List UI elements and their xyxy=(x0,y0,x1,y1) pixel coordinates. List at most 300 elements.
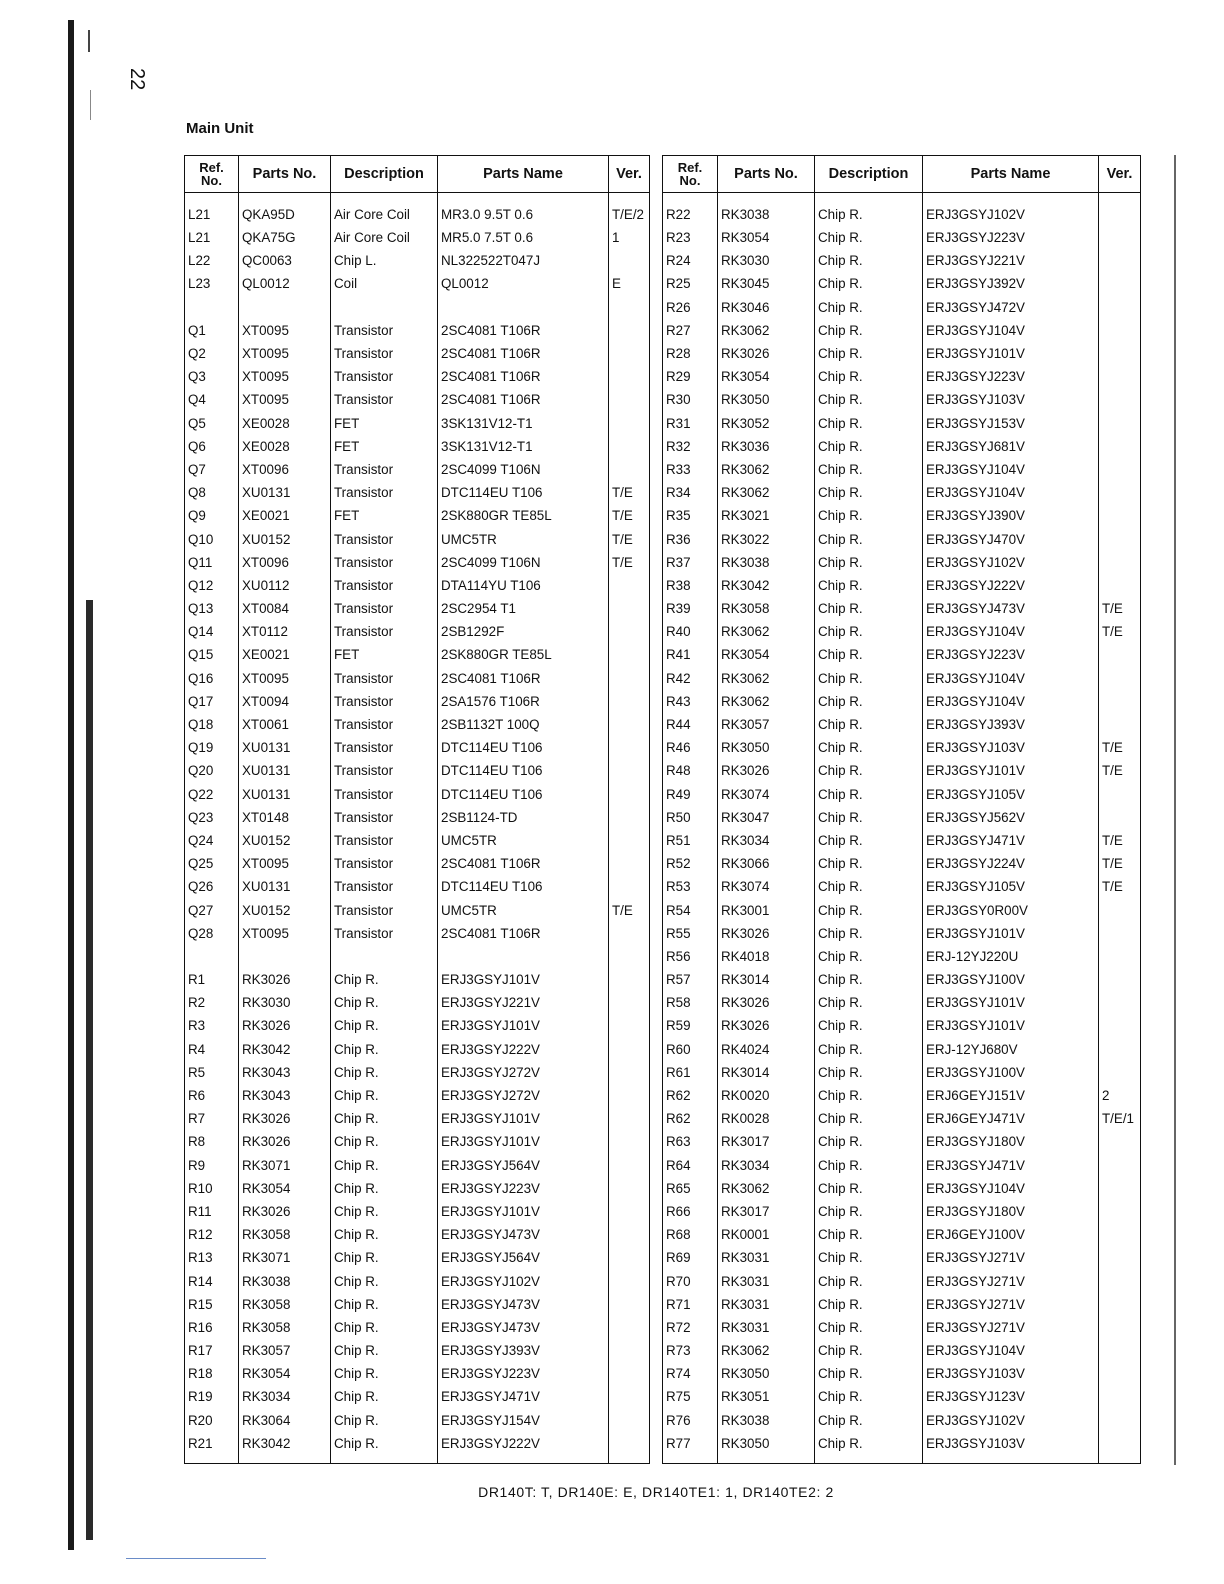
parts-no-cell: XT0095 xyxy=(239,319,331,342)
ver-cell xyxy=(609,690,650,713)
table-row xyxy=(185,1038,650,1061)
ref-no-cell: R13 xyxy=(185,1246,239,1269)
parts-no-cell: RK3058 xyxy=(239,1316,331,1339)
ver-cell xyxy=(609,991,650,1014)
parts-name-cell: ERJ3GSYJ101V xyxy=(923,760,1099,783)
ver-cell xyxy=(609,760,650,783)
table-row xyxy=(185,1084,650,1107)
ref-no-cell: R33 xyxy=(663,458,718,481)
ref-no-cell: L21 xyxy=(185,193,239,227)
ref-no-cell: R28 xyxy=(663,342,718,365)
parts-name-cell: DTC114EU T106 xyxy=(438,783,609,806)
ver-cell xyxy=(609,389,650,412)
ver-cell xyxy=(609,249,650,272)
ver-cell xyxy=(1099,226,1141,249)
parts-no-cell: RK3038 xyxy=(718,1409,815,1432)
parts-name-cell: 2SK880GR TE85L xyxy=(438,644,609,667)
table-row xyxy=(185,319,650,342)
description-cell: Chip R. xyxy=(815,968,923,991)
parts-no-cell: XU0131 xyxy=(239,736,331,759)
table-row xyxy=(185,736,650,759)
parts-no-cell: RK0020 xyxy=(718,1084,815,1107)
parts-no-cell: RK3030 xyxy=(239,991,331,1014)
ver-cell xyxy=(609,365,650,388)
table-row xyxy=(185,365,650,388)
ref-no-cell: R77 xyxy=(663,1432,718,1464)
ref-no-cell: Q3 xyxy=(185,365,239,388)
description-cell: Air Core Coil xyxy=(331,226,438,249)
ref-no-cell: L21 xyxy=(185,226,239,249)
description-cell: Chip R. xyxy=(331,1316,438,1339)
parts-name-cell: ERJ-12YJ680V xyxy=(923,1038,1099,1061)
table-row xyxy=(663,899,1141,922)
parts-name-cell: ERJ3GSYJ390V xyxy=(923,504,1099,527)
ref-no-cell: Q7 xyxy=(185,458,239,481)
ref-no-cell: R23 xyxy=(663,226,718,249)
parts-name-cell: ERJ3GSYJ271V xyxy=(923,1316,1099,1339)
table-row xyxy=(185,273,650,296)
table-row xyxy=(663,1061,1141,1084)
ver-cell: 1 xyxy=(609,226,650,249)
parts-no-cell: RK3058 xyxy=(239,1223,331,1246)
col-parts-name: Parts Name xyxy=(438,156,609,193)
parts-no-cell: XT0112 xyxy=(239,620,331,643)
parts-name-cell: MR5.0 7.5T 0.6 xyxy=(438,226,609,249)
parts-no-cell: XU0152 xyxy=(239,528,331,551)
parts-table-right xyxy=(662,155,1141,1464)
parts-name-cell: 3SK131V12-T1 xyxy=(438,435,609,458)
ver-cell xyxy=(1099,574,1141,597)
parts-no-cell: XU0152 xyxy=(239,829,331,852)
parts-no-cell: RK3026 xyxy=(718,991,815,1014)
col-parts-no: Parts No. xyxy=(239,156,331,193)
table-row xyxy=(663,1362,1141,1385)
version-legend: DR140T: T, DR140E: E, DR140TE1: 1, DR140TE2: 2 xyxy=(478,1484,834,1500)
ref-no-cell: R49 xyxy=(663,783,718,806)
description-cell: Transistor xyxy=(331,389,438,412)
description-cell: Chip R. xyxy=(815,922,923,945)
description-cell: Chip R. xyxy=(815,899,923,922)
parts-name-cell: ERJ3GSYJ104V xyxy=(923,458,1099,481)
parts-no-cell: QC0063 xyxy=(239,249,331,272)
ver-cell: T/E xyxy=(609,899,650,922)
table-row xyxy=(185,690,650,713)
table-row xyxy=(185,829,650,852)
table-row xyxy=(185,435,650,458)
parts-no-cell: RK3022 xyxy=(718,528,815,551)
ref-no-cell: R75 xyxy=(663,1386,718,1409)
description-cell: Chip R. xyxy=(815,945,923,968)
table-row xyxy=(185,226,650,249)
description-cell: Transistor xyxy=(331,760,438,783)
table-row xyxy=(663,226,1141,249)
ref-no-cell: R14 xyxy=(185,1270,239,1293)
ver-cell: T/E xyxy=(609,504,650,527)
table-row xyxy=(663,193,1141,227)
parts-name-cell: UMC5TR xyxy=(438,528,609,551)
col-parts-no: Parts No. xyxy=(718,156,815,193)
parts-no-cell: RK3054 xyxy=(239,1177,331,1200)
ref-no-cell: R46 xyxy=(663,736,718,759)
ref-no-cell: R18 xyxy=(185,1362,239,1385)
parts-no-cell: RK3054 xyxy=(718,644,815,667)
ver-cell xyxy=(1099,1177,1141,1200)
table-row xyxy=(663,1386,1141,1409)
description-cell: Transistor xyxy=(331,783,438,806)
ver-cell xyxy=(609,922,650,945)
parts-name-cell: ERJ3GSYJ103V xyxy=(923,736,1099,759)
parts-no-cell: RK3052 xyxy=(718,412,815,435)
ref-no-cell: R27 xyxy=(663,319,718,342)
ver-cell xyxy=(1099,922,1141,945)
parts-name-cell: ERJ3GSYJ271V xyxy=(923,1270,1099,1293)
description-cell: Chip R. xyxy=(815,342,923,365)
ref-no-cell: L22 xyxy=(185,249,239,272)
description-cell: Chip R. xyxy=(815,551,923,574)
description-cell: Chip R. xyxy=(331,1246,438,1269)
ref-no-cell: Q5 xyxy=(185,412,239,435)
parts-name-cell: ERJ3GSYJ562V xyxy=(923,806,1099,829)
description-cell: Chip R. xyxy=(331,1038,438,1061)
parts-no-cell: QKA75G xyxy=(239,226,331,249)
ver-cell xyxy=(609,1084,650,1107)
parts-name-cell: ERJ6GEYJ151V xyxy=(923,1084,1099,1107)
description-cell: Air Core Coil xyxy=(331,193,438,227)
table-row xyxy=(663,1432,1141,1464)
table-row xyxy=(185,991,650,1014)
parts-no-cell: RK3050 xyxy=(718,1362,815,1385)
description-cell: Chip R. xyxy=(815,1246,923,1269)
description-cell: Coil xyxy=(331,273,438,296)
ver-cell xyxy=(609,574,650,597)
description-cell: FET xyxy=(331,412,438,435)
ref-no-cell: R3 xyxy=(185,1015,239,1038)
ver-cell xyxy=(1099,1339,1141,1362)
scan-artifact-line xyxy=(126,1558,266,1559)
parts-name-cell: ERJ3GSYJ103V xyxy=(923,1362,1099,1385)
description-cell: Chip R. xyxy=(815,412,923,435)
parts-name-cell: ERJ3GSYJ104V xyxy=(923,1339,1099,1362)
parts-no-cell: QKA95D xyxy=(239,193,331,227)
table-row xyxy=(663,991,1141,1014)
parts-name-cell: ERJ3GSYJ105V xyxy=(923,783,1099,806)
ref-no-cell: Q17 xyxy=(185,690,239,713)
parts-no-cell: RK3062 xyxy=(718,458,815,481)
binding-edge-inner xyxy=(86,600,93,1540)
ver-cell xyxy=(609,1409,650,1432)
parts-name-cell: 2SC4081 T106R xyxy=(438,365,609,388)
parts-no-cell: RK3062 xyxy=(718,1339,815,1362)
parts-no-cell: RK3062 xyxy=(718,667,815,690)
description-cell: Chip R. xyxy=(815,226,923,249)
table-row xyxy=(663,1107,1141,1130)
description-cell: Chip R. xyxy=(815,249,923,272)
description-cell: Transistor xyxy=(331,365,438,388)
description-cell: Chip R. xyxy=(815,806,923,829)
ver-cell xyxy=(1099,273,1141,296)
description-cell: Chip R. xyxy=(815,1409,923,1432)
description-cell: Transistor xyxy=(331,319,438,342)
parts-no-cell: RK3050 xyxy=(718,736,815,759)
col-ver: Ver. xyxy=(1099,156,1141,193)
table-row xyxy=(185,342,650,365)
ref-no-cell: R62 xyxy=(663,1107,718,1130)
description-cell: Transistor xyxy=(331,574,438,597)
description-cell: Chip R. xyxy=(815,1432,923,1464)
description-cell: Chip R. xyxy=(815,1107,923,1130)
table-row xyxy=(663,1131,1141,1154)
parts-name-cell: ERJ3GSYJ102V xyxy=(923,1409,1099,1432)
ver-cell xyxy=(609,783,650,806)
parts-name-cell: ERJ-12YJ220U xyxy=(923,945,1099,968)
ver-cell xyxy=(1099,690,1141,713)
description-cell: Chip R. xyxy=(815,783,923,806)
description-cell: Chip R. xyxy=(815,504,923,527)
ver-cell xyxy=(609,1339,650,1362)
ref-no-cell: Q13 xyxy=(185,597,239,620)
table-row xyxy=(185,1293,650,1316)
parts-no-cell: RK0028 xyxy=(718,1107,815,1130)
ver-cell xyxy=(1099,1154,1141,1177)
parts-no-cell xyxy=(239,296,331,319)
description-cell: Chip R. xyxy=(815,1293,923,1316)
table-row xyxy=(185,1362,650,1385)
table-row xyxy=(185,968,650,991)
ver-cell xyxy=(1099,1409,1141,1432)
parts-no-cell: RK3071 xyxy=(239,1154,331,1177)
parts-no-cell: RK0001 xyxy=(718,1223,815,1246)
ver-cell xyxy=(609,1316,650,1339)
parts-no-cell: RK4024 xyxy=(718,1038,815,1061)
parts-name-cell: UMC5TR xyxy=(438,829,609,852)
description-cell: FET xyxy=(331,435,438,458)
ver-cell xyxy=(1099,528,1141,551)
parts-name-cell: 2SB1132T 100Q xyxy=(438,713,609,736)
ver-cell xyxy=(1099,365,1141,388)
ref-no-cell: R7 xyxy=(185,1107,239,1130)
parts-name-cell: ERJ3GSYJ104V xyxy=(923,319,1099,342)
parts-no-cell: XT0095 xyxy=(239,852,331,875)
ref-no-cell: R55 xyxy=(663,922,718,945)
ver-cell xyxy=(609,296,650,319)
description-cell: Transistor xyxy=(331,875,438,898)
ver-cell xyxy=(609,736,650,759)
description-cell: Chip R. xyxy=(815,1038,923,1061)
parts-no-cell: XU0152 xyxy=(239,899,331,922)
table-row xyxy=(663,249,1141,272)
ref-no-cell: R43 xyxy=(663,690,718,713)
ref-no-cell: Q8 xyxy=(185,481,239,504)
description-cell: Transistor xyxy=(331,597,438,620)
parts-name-cell: 2SK880GR TE85L xyxy=(438,504,609,527)
description-cell: Transistor xyxy=(331,736,438,759)
table-row xyxy=(663,504,1141,527)
description-cell: Chip R. xyxy=(331,1223,438,1246)
ref-no-cell: R74 xyxy=(663,1362,718,1385)
parts-no-cell: RK3038 xyxy=(718,551,815,574)
description-cell: Chip R. xyxy=(815,991,923,1014)
parts-no-cell: RK3046 xyxy=(718,296,815,319)
description-cell: Chip R. xyxy=(331,1200,438,1223)
parts-name-cell: ERJ3GSYJ101V xyxy=(438,1107,609,1130)
description-cell: Chip R. xyxy=(815,1270,923,1293)
description-cell: Chip R. xyxy=(815,829,923,852)
table-row xyxy=(185,528,650,551)
ver-cell: T/E xyxy=(1099,597,1141,620)
ref-no-cell: Q6 xyxy=(185,435,239,458)
description-cell: Chip R. xyxy=(331,1015,438,1038)
table-row xyxy=(185,1339,650,1362)
description-cell: Transistor xyxy=(331,342,438,365)
parts-no-cell: RK3026 xyxy=(718,922,815,945)
ver-cell xyxy=(1099,551,1141,574)
parts-no-cell: RK3062 xyxy=(718,319,815,342)
ref-no-cell: Q9 xyxy=(185,504,239,527)
parts-name-cell: QL0012 xyxy=(438,273,609,296)
ref-no-cell: R11 xyxy=(185,1200,239,1223)
parts-no-cell: RK3034 xyxy=(718,829,815,852)
parts-name-cell: ERJ3GSYJ103V xyxy=(923,1432,1099,1464)
description-cell: Chip R. xyxy=(815,193,923,227)
parts-no-cell: XT0095 xyxy=(239,342,331,365)
parts-no-cell: RK3051 xyxy=(718,1386,815,1409)
table-row xyxy=(663,342,1141,365)
parts-name-cell: ERJ3GSYJ100V xyxy=(923,968,1099,991)
description-cell: Transistor xyxy=(331,806,438,829)
parts-no-cell: RK3036 xyxy=(718,435,815,458)
description-cell: Chip R. xyxy=(815,620,923,643)
parts-no-cell: RK3031 xyxy=(718,1246,815,1269)
description-cell: Transistor xyxy=(331,690,438,713)
description-cell: Chip R. xyxy=(815,1362,923,1385)
table-row xyxy=(185,458,650,481)
ver-cell xyxy=(609,342,650,365)
description-cell: Chip R. xyxy=(331,1386,438,1409)
table-row xyxy=(185,806,650,829)
table-row xyxy=(663,736,1141,759)
description-cell: Chip R. xyxy=(815,273,923,296)
ref-no-cell: R38 xyxy=(663,574,718,597)
description-cell: Chip R. xyxy=(815,389,923,412)
ref-no-cell: R26 xyxy=(663,296,718,319)
ref-no-cell: Q28 xyxy=(185,922,239,945)
parts-name-cell: ERJ3GSYJ103V xyxy=(923,389,1099,412)
ver-cell xyxy=(1099,1432,1141,1464)
ver-cell xyxy=(1099,1316,1141,1339)
description-cell: Chip R. xyxy=(331,1061,438,1084)
ref-no-cell: R60 xyxy=(663,1038,718,1061)
ver-cell xyxy=(1099,1386,1141,1409)
description-cell: Chip R. xyxy=(331,1270,438,1293)
ver-cell xyxy=(1099,667,1141,690)
parts-no-cell: RK3054 xyxy=(718,365,815,388)
col-ref-no: Ref. No. xyxy=(663,156,718,193)
description-cell: Transistor xyxy=(331,481,438,504)
parts-name-cell: ERJ3GSYJ271V xyxy=(923,1293,1099,1316)
parts-name-cell: ERJ3GSYJ393V xyxy=(438,1339,609,1362)
parts-name-cell: ERJ3GSYJ104V xyxy=(923,667,1099,690)
description-cell: Chip R. xyxy=(331,1293,438,1316)
description-cell: Chip R. xyxy=(815,1316,923,1339)
parts-name-cell: 2SC4081 T106R xyxy=(438,319,609,342)
table-row xyxy=(185,1432,650,1464)
parts-no-cell: RK3021 xyxy=(718,504,815,527)
parts-name-cell: ERJ3GSYJ471V xyxy=(923,829,1099,852)
ver-cell xyxy=(609,945,650,968)
ver-cell xyxy=(1099,504,1141,527)
table-row xyxy=(185,1154,650,1177)
parts-name-cell: ERJ3GSYJ473V xyxy=(438,1293,609,1316)
ref-no-cell: R8 xyxy=(185,1131,239,1154)
ref-no-cell: R68 xyxy=(663,1223,718,1246)
parts-no-cell: RK3026 xyxy=(239,1200,331,1223)
parts-name-cell: 2SB1124-TD xyxy=(438,806,609,829)
ref-no-cell: R69 xyxy=(663,1246,718,1269)
ref-no-cell: Q22 xyxy=(185,783,239,806)
table-row xyxy=(185,481,650,504)
table-row xyxy=(663,528,1141,551)
parts-name-cell: ERJ3GSYJ271V xyxy=(923,1246,1099,1269)
ref-no-cell: R73 xyxy=(663,1339,718,1362)
parts-name-cell: DTC114EU T106 xyxy=(438,736,609,759)
ver-cell xyxy=(1099,319,1141,342)
table-row xyxy=(185,193,650,227)
description-cell: Chip R. xyxy=(331,968,438,991)
parts-name-cell: DTC114EU T106 xyxy=(438,875,609,898)
table-row xyxy=(185,1223,650,1246)
ref-no-cell: R9 xyxy=(185,1154,239,1177)
description-cell: Chip R. xyxy=(815,644,923,667)
table-row xyxy=(663,1084,1141,1107)
description-cell: Chip R. xyxy=(331,1084,438,1107)
parts-no-cell: XT0095 xyxy=(239,922,331,945)
table-row xyxy=(185,783,650,806)
parts-no-cell: RK3062 xyxy=(718,620,815,643)
ref-no-cell: R66 xyxy=(663,1200,718,1223)
description-cell: Chip R. xyxy=(815,760,923,783)
parts-name-cell: ERJ3GSYJ101V xyxy=(923,342,1099,365)
ref-no-cell: R70 xyxy=(663,1270,718,1293)
ref-no-cell: R63 xyxy=(663,1131,718,1154)
parts-no-cell: RK3062 xyxy=(718,690,815,713)
ver-cell: E xyxy=(609,273,650,296)
parts-no-cell: XT0148 xyxy=(239,806,331,829)
parts-name-cell: ERJ3GSYJ470V xyxy=(923,528,1099,551)
ref-no-cell: R15 xyxy=(185,1293,239,1316)
table-row xyxy=(185,875,650,898)
ver-cell: 2 xyxy=(1099,1084,1141,1107)
ref-no-cell: Q2 xyxy=(185,342,239,365)
ref-no-cell: Q10 xyxy=(185,528,239,551)
description-cell: Chip R. xyxy=(815,1131,923,1154)
parts-name-cell: 2SB1292F xyxy=(438,620,609,643)
ref-no-cell: R71 xyxy=(663,1293,718,1316)
table-row xyxy=(185,1316,650,1339)
parts-name-cell: 2SC4081 T106R xyxy=(438,852,609,875)
binding-mark xyxy=(88,30,90,52)
parts-name-cell: DTC114EU T106 xyxy=(438,481,609,504)
parts-name-cell: ERJ3GSYJ105V xyxy=(923,875,1099,898)
col-ver: Ver. xyxy=(609,156,650,193)
parts-no-cell: RK3064 xyxy=(239,1409,331,1432)
ver-cell xyxy=(1099,296,1141,319)
page-number: 22 xyxy=(126,68,148,91)
parts-no-cell: RK3047 xyxy=(718,806,815,829)
table-row xyxy=(185,760,650,783)
ref-no-cell: R24 xyxy=(663,249,718,272)
ver-cell xyxy=(1099,435,1141,458)
description-cell: Chip R. xyxy=(331,1177,438,1200)
